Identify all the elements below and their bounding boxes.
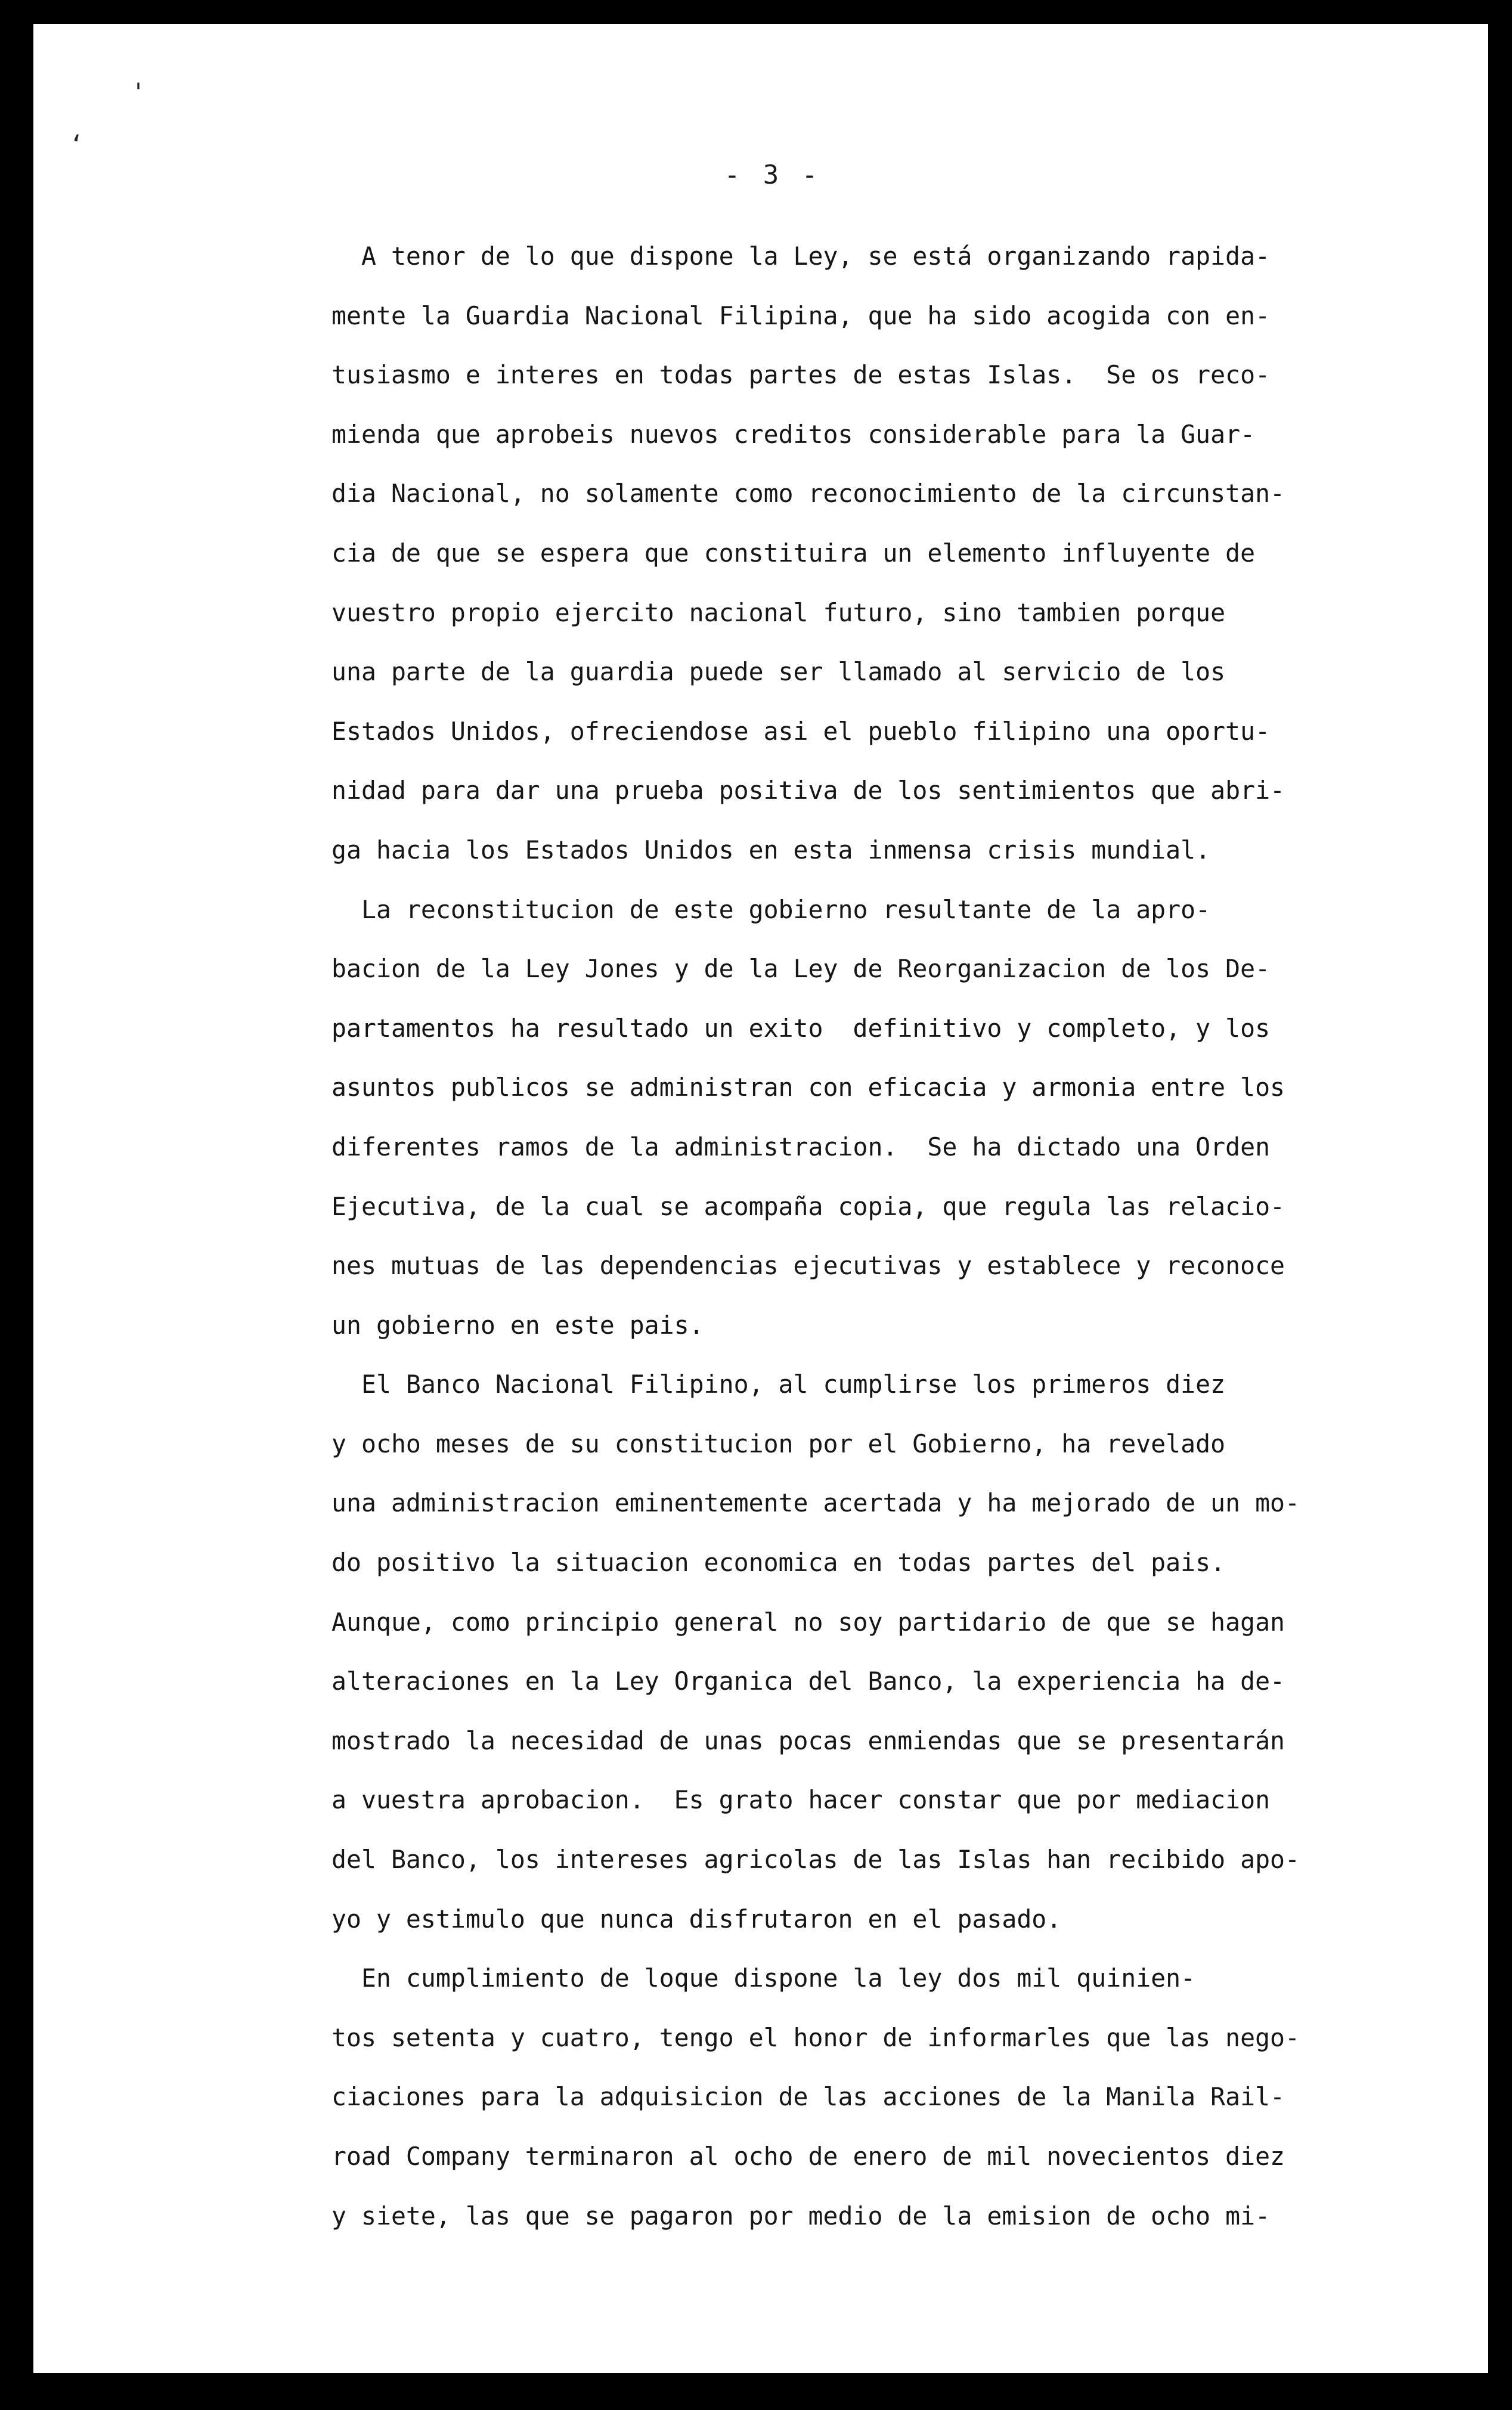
text-line: tos setenta y cuatro, tengo el honor de informarles que las nego-	[331, 2022, 1300, 2052]
text-line: una administracion eminentemente acertada y ha mejorado de un mo-	[331, 1488, 1300, 1518]
text-line: ciaciones para la adquisicion de las acciones de la Manila Rail-	[331, 2082, 1285, 2112]
text-line: Estados Unidos, ofreciendose asi el pueblo filipino una oportu-	[331, 716, 1271, 746]
text-line: asuntos publicos se administran con eficacia y armonia entre los	[331, 1073, 1285, 1102]
text-line: del Banco, los intereses agricolas de las Islas han recibido apo-	[331, 1845, 1300, 1875]
text-line: cia de que se espera que constituira un elemento influyente de	[331, 538, 1256, 568]
text-line: mienda que aprobeis nuevos creditos considerable para la Guar-	[331, 419, 1256, 449]
text-line: bacion de la Ley Jones y de la Ley de Reorganizacion de los De-	[331, 954, 1271, 984]
text-line: mostrado la necesidad de unas pocas enmiendas que se presentarán	[331, 1726, 1285, 1755]
text-line: El Banco Nacional Filipino, al cumplirse los primeros diez	[331, 1370, 1226, 1399]
text-line: tusiasmo e interes en todas partes de estas Islas. Se os reco-	[331, 360, 1271, 390]
text-line: Aunque, como principio general no soy partidario de que se hagan	[331, 1607, 1285, 1637]
document-body	[331, 227, 1357, 2245]
text-line: y ocho meses de su constitucion por el Gobierno, ha revelado	[331, 1429, 1226, 1458]
edge-mark: '	[131, 79, 146, 106]
text-line: dia Nacional, no solamente como reconocimiento de la circunstan-	[331, 479, 1285, 509]
document-page	[33, 24, 1488, 2373]
text-line: mente la Guardia Nacional Filipina, que ha sido acogida con en-	[331, 301, 1271, 330]
text-line: una parte de la guardia puede ser llamado al servicio de los	[331, 657, 1226, 687]
text-line: partamentos ha resultado un exito definitivo y completo, y los	[331, 1013, 1271, 1043]
text-line: alteraciones en la Ley Organica del Banco, la experiencia ha de-	[331, 1666, 1285, 1696]
text-line: diferentes ramos de la administracion. Se ha dictado una Orden	[331, 1132, 1271, 1161]
text-line: Ejecutiva, de la cual se acompaña copia, que regula las relacio-	[331, 1191, 1285, 1221]
edge-mark: ‘	[69, 131, 84, 159]
page-number: - 3 -	[724, 160, 822, 190]
text-line: La reconstitucion de este gobierno resultante de la apro-	[331, 894, 1211, 924]
text-line: y siete, las que se pagaron por medio de la emision de ocho mi-	[331, 2201, 1271, 2231]
text-line: ga hacia los Estados Unidos en esta inmensa crisis mundial.	[331, 835, 1211, 865]
text-line: A tenor de lo que dispone la Ley, se está organizando rapida-	[331, 241, 1271, 271]
text-line: vuestro propio ejercito nacional futuro, sino tambien porque	[331, 597, 1226, 627]
text-line: yo y estimulo que nunca disfrutaron en el pasado.	[331, 1904, 1062, 1934]
text-line: En cumplimiento de loque dispone la ley dos mil quinien-	[331, 1963, 1196, 1993]
text-line: un gobierno en este pais.	[331, 1310, 704, 1340]
text-line: nidad para dar una prueba positiva de los sentimientos que abri-	[331, 776, 1285, 806]
text-line: do positivo la situacion economica en todas partes del pais.	[331, 1548, 1226, 1578]
text-line: nes mutuas de las dependencias ejecutivas y establece y reconoce	[331, 1251, 1285, 1281]
text-line: a vuestra aprobacion. Es grato hacer constar que por mediacion	[331, 1785, 1271, 1815]
text-line: road Company terminaron al ocho de enero de mil novecientos diez	[331, 2142, 1285, 2171]
